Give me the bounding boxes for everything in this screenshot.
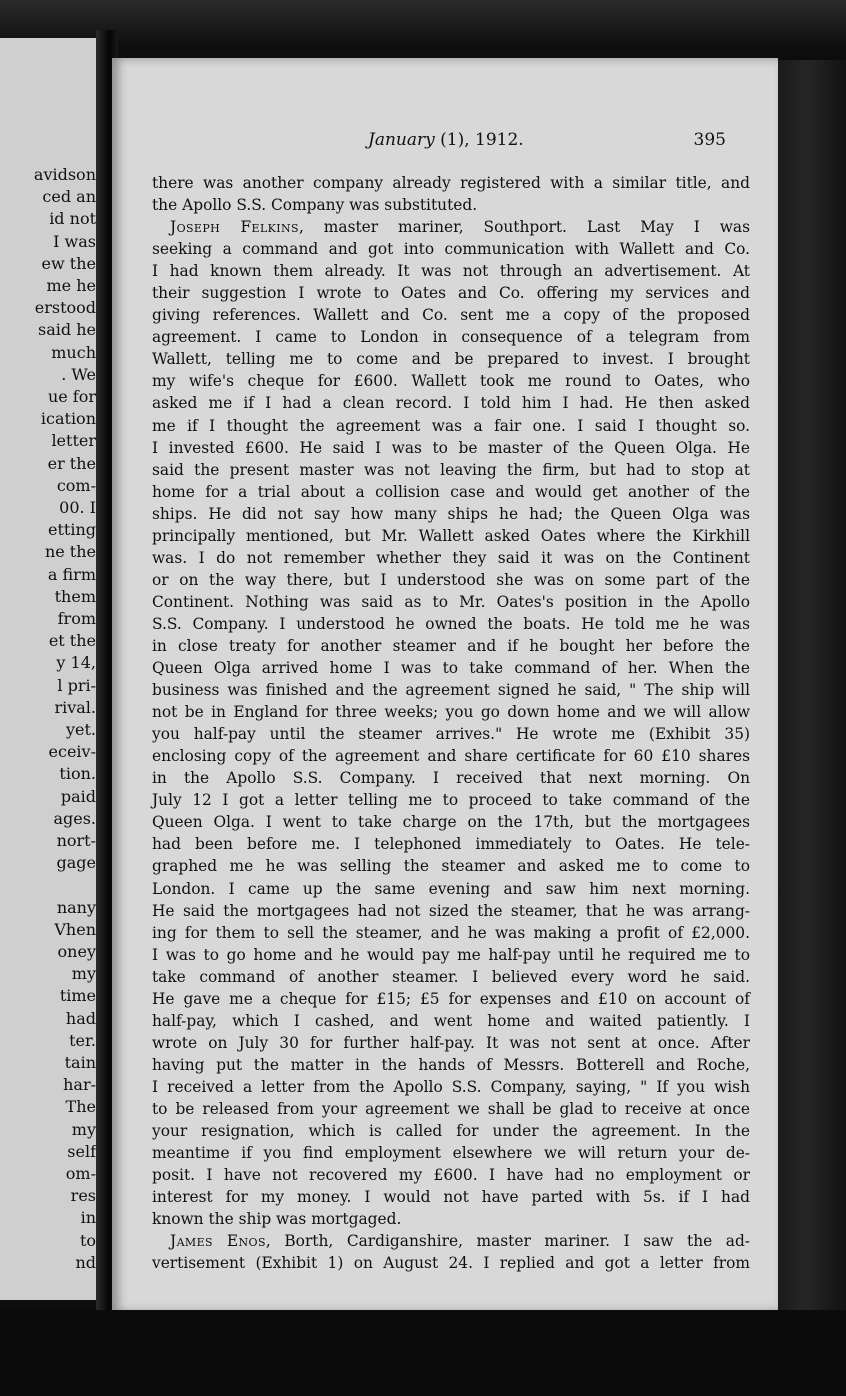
line-text: asked me if I had a clean record. I told him I had. He then asked [152,394,750,413]
left-page-text-fragments [34,164,96,1274]
left-fragment-line: from [57,609,96,629]
line-text: He said the mortgagees had not sized the steamer, that he was arrang- [152,901,750,920]
left-fragment-line: them [54,586,96,606]
left-fragment-line: oney [57,941,96,961]
text-line [152,1230,750,1252]
left-fragment-line: om- [65,1163,96,1183]
left-fragment-line: ication [40,409,96,429]
text-line [152,437,750,459]
line-text: Queen Olga. I went to take charge on the 17th, but the mortgagees [152,813,750,832]
text-line [152,547,750,569]
running-head [368,130,524,150]
left-fragment-line: avidson [33,165,96,184]
left-fragment-line: l pri- [57,675,96,695]
line-text: seeking a command and got into communication with Wallett and Co. [152,240,750,259]
text-line [152,635,750,657]
page-body-text [152,172,750,1274]
left-fragment-line: letter [51,431,96,451]
text-line [152,216,750,238]
left-fragment-line: ter. [69,1030,96,1050]
page-number: 395 [693,130,726,150]
line-text: the Apollo S.S. Company was substituted. [152,196,478,215]
line-text: me if I thought the agreement was a fair one. I said I thought so. [152,416,750,435]
line-text: interest for my money. I would not have parted with 5s. if I had [152,1188,750,1207]
left-fragment-line: har- [63,1075,96,1095]
line-text: wrote on July 30 for further half-pay. It was not sent at once. After [152,1033,750,1052]
text-line [152,1098,750,1120]
text-line [152,679,750,701]
line-text: to be released from your agreement we shall be glad to receive at once [152,1099,750,1118]
left-page-edge [0,38,100,1300]
text-line [152,304,750,326]
left-fragment-line: my [71,964,96,984]
text-line [152,767,750,789]
text-line [152,745,750,767]
page-header [112,130,752,154]
text-line [152,1010,750,1032]
line-text: S.S. Company. I understood he owned the boats. He told me he was [152,614,750,633]
line-text: I had known them already. It was not through an advertisement. At [152,262,750,281]
line-text: there was another company already registered with a similar title, and [152,174,750,192]
line-text: half-pay, which I cashed, and went home and waited patiently. I [152,1011,750,1030]
line-text: Wallett, telling me to come and be prepared to invest. I brought [152,350,750,369]
text-line [152,1208,750,1230]
text-line [152,1252,750,1274]
line-text: He gave me a cheque for £15; £5 for expenses and £10 on account of [152,989,750,1008]
text-line [152,1120,750,1142]
text-line [152,1076,750,1098]
left-fragment-line: much [51,342,96,362]
left-fragment-line: ced an [42,187,96,207]
line-text: Continent. Nothing was said as to Mr. Oates's position in the Apollo [152,592,750,611]
line-text: in the Apollo S.S. Company. I received that next morning. On [152,769,750,788]
left-fragment-line: y 14, [56,653,96,673]
left-fragment-line: tain [64,1052,96,1072]
line-text: giving references. Wallett and Co. sent me a copy of the proposed [152,306,750,325]
left-fragment-line: 00. I [59,498,96,518]
text-line [152,723,750,745]
left-fragment-line: self [67,1141,96,1161]
text-line [152,459,750,481]
left-fragment-line: etting [48,520,96,540]
scan-top-border [0,0,846,60]
line-text: , master mariner, Southport. Last May I was [299,218,750,237]
text-line [152,1054,750,1076]
left-fragment-line: nort- [56,831,96,851]
text-line [152,833,750,855]
left-fragment-line: to [79,1230,96,1250]
text-line [152,370,750,392]
line-text: your resignation, which is called for under the agreement. In the [152,1122,750,1141]
left-fragment-line: nd [75,1252,96,1272]
witness-name: James Enos [170,1232,266,1251]
left-fragment-line: I was [53,231,96,251]
scan-bottom-border [0,1310,846,1396]
line-text: ships. He did not say how many ships he had; the Queen Olga was [152,504,750,523]
left-fragment-line: rival. [54,697,96,717]
line-text: graphed me he was selling the steamer and asked me to come to [152,857,750,876]
left-fragment-line: nany [56,897,96,917]
left-fragment-line: The [65,1097,96,1117]
text-line [152,1186,750,1208]
left-fragment-line: id not [49,209,96,229]
left-fragment-line: res [70,1186,96,1206]
line-text: enclosing copy of the agreement and share certificate for 60 £10 shares [152,747,750,766]
line-text: take command of another steamer. I believed every word he said. [152,967,750,986]
text-line [152,1164,750,1186]
text-line [152,503,750,525]
text-line [152,1032,750,1054]
line-text: you half-pay until the steamer arrives." He wrote me (Exhibit 35) [152,725,750,744]
text-line [152,900,750,922]
left-fragment-line: ew the [41,253,96,273]
text-line [152,613,750,635]
text-line [152,525,750,547]
text-line [152,326,750,348]
text-line [152,392,750,414]
left-fragment-line [34,875,96,897]
line-text: had been before me. I telephoned immediately to Oates. He tele- [152,835,750,854]
left-fragment-line: tion. [59,764,96,784]
line-text: in close treaty for another steamer and if he bought her before the [152,636,750,655]
text-line [152,172,750,194]
line-text: known the ship was mortgaged. [152,1210,402,1229]
line-text: posit. I have not recovered my £600. I have had no employment or [152,1166,750,1185]
line-text: Queen Olga arrived home I was to take command of her. When the [152,659,750,678]
running-head-date: (1), 1912. [434,130,524,150]
line-text: London. I came up the same evening and saw him next morning. [152,879,750,898]
left-fragment-line: eceiv- [48,742,96,762]
text-line [152,1142,750,1164]
line-text: I received a letter from the Apollo S.S. Company, saying, " If you wish [152,1077,750,1096]
line-text: I invested £600. He said I was to be master of the Queen Olga. He [152,438,750,457]
line-text: vertisement (Exhibit 1) on August 24. I replied and got a letter from [152,1254,750,1273]
line-text: meantime if you find employment elsewhere we will return your de- [152,1144,750,1163]
book-page-395 [112,58,778,1312]
line-text: home for a trial about a collision case and would get another of the [152,482,750,501]
text-line [152,811,750,833]
left-fragment-line: ne the [44,542,96,562]
left-fragment-line: er the [47,453,96,473]
text-line [152,194,750,216]
line-text: their suggestion I wrote to Oates and Co. offering my services and [152,284,750,303]
left-fragment-line: time [59,986,96,1006]
text-line [152,238,750,260]
text-line [152,966,750,988]
line-text: principally mentioned, but Mr. Wallett asked Oates where the Kirkhill [152,526,750,545]
text-line [152,415,750,437]
text-line [152,855,750,877]
left-fragment-line: gage [56,853,96,873]
line-text: I was to go home and he would pay me half-pay until he required me to [152,945,750,964]
left-fragment-line: . We [61,364,96,384]
text-line [152,348,750,370]
line-text: July 12 I got a letter telling me to proceed to take command of the [152,791,750,810]
line-text: or on the way there, but I understood she was on some part of the [152,570,750,589]
line-text: not be in England for three weeks; you go down home and we will allow [152,703,750,722]
left-fragment-line: me he [46,276,96,296]
left-fragment-line: ue for [47,387,96,407]
left-fragment-line: a firm [47,564,96,584]
left-fragment-line: said he [38,320,96,340]
text-line [152,260,750,282]
line-text: was. I do not remember whether they said it was on the Continent [152,548,750,567]
text-line [152,701,750,723]
text-line [152,481,750,503]
text-line [152,944,750,966]
left-fragment-line: com- [56,475,96,495]
witness-name: Joseph Felkins [170,218,299,237]
text-line [152,591,750,613]
text-line [152,789,750,811]
left-fragment-line: Vhen [54,919,96,939]
left-fragment-line: erstood [34,298,96,318]
line-text: my wife's cheque for £600. Wallett took me round to Oates, who [152,372,750,391]
scan-right-border [778,60,846,1340]
text-line [152,569,750,591]
line-text: business was finished and the agreement signed he said, " The ship will [152,681,750,700]
line-text: agreement. I came to London in consequence of a telegram from [152,328,750,347]
line-text: , Borth, Cardiganshire, master mariner. I saw the ad- [265,1232,750,1251]
text-line [152,878,750,900]
left-fragment-line: paid [60,786,96,806]
line-text: having put the matter in the hands of Messrs. Botterell and Roche, [152,1055,750,1074]
text-line [152,657,750,679]
running-head-month: January [368,130,435,150]
left-fragment-line: et the [48,631,96,651]
line-text: ing for them to sell the steamer, and he was making a profit of £2,000. [152,923,750,942]
left-fragment-line: my [71,1119,96,1139]
left-fragment-line: had [65,1008,96,1028]
text-line [152,988,750,1010]
left-fragment-line: in [80,1208,96,1228]
left-fragment-line: ages. [53,808,96,828]
line-text: said the present master was not leaving the firm, but had to stop at [152,460,750,479]
text-line [152,282,750,304]
text-line [152,922,750,944]
left-fragment-line: yet. [65,720,96,740]
